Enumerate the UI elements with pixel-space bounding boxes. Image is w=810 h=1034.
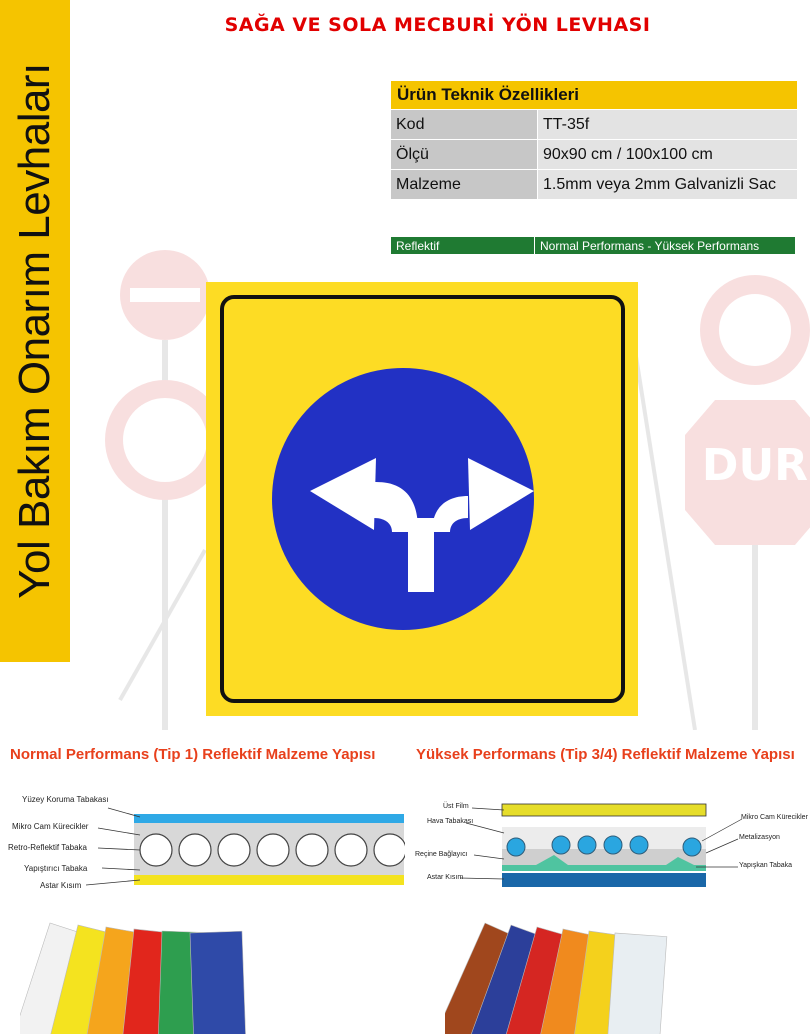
- layer-label: Hava Tabakası: [427, 818, 474, 825]
- layer-label: Retro-Reflektif Tabaka: [8, 843, 87, 852]
- spec-key: Malzeme: [391, 170, 538, 200]
- spec-table: [390, 80, 798, 200]
- spec-key: Ölçü: [391, 140, 538, 170]
- spec-row: [391, 110, 798, 140]
- layer-label: Üst Film: [443, 803, 469, 810]
- layer-label: Mikro Cam Kürecikler: [12, 822, 89, 831]
- layer-label: Yapışkan Tabaka: [739, 862, 793, 869]
- spec-table-header: Ürün Teknik Özellikleri: [391, 81, 798, 110]
- page-title: SAĞA VE SOLA MECBURİ YÖN LEVHASI: [224, 14, 651, 36]
- normal-performance-heading: Normal Performans (Tip 1) Reflektif Malzeme Yapısı: [10, 746, 376, 763]
- reflective-key: Reflektif: [391, 237, 535, 255]
- traffic-sign-image: [206, 282, 638, 716]
- layer-label: Astar Kısım: [40, 881, 82, 890]
- high-swatches-image: [445, 905, 675, 1034]
- background-sign-text: DUR: [701, 440, 809, 491]
- high-performance-diagram: [416, 795, 810, 895]
- material-swatch: [190, 931, 247, 1034]
- side-banner: [0, 0, 70, 662]
- layer-label: Astar Kısım: [427, 874, 464, 881]
- normal-swatches-image: [20, 905, 250, 1034]
- high-performance-heading: Yüksek Performans (Tip 3/4) Reflektif Malzeme Yapısı: [416, 746, 795, 763]
- reflective-value: Normal Performans - Yüksek Performans: [535, 237, 796, 255]
- layer-label: Yüzey Koruma Tabakası: [22, 795, 109, 804]
- side-banner-text: Yol Bakım Onarım Levhaları: [10, 63, 59, 599]
- spec-row: [391, 170, 798, 200]
- spec-value: 90x90 cm / 100x100 cm: [538, 140, 798, 170]
- spec-key: Kod: [391, 110, 538, 140]
- spec-value: TT-35f: [538, 110, 798, 140]
- spec-row: [391, 140, 798, 170]
- layer-label: Reçine Bağlayıcı: [415, 851, 468, 858]
- layer-label: Yapıştırıcı Tabaka: [24, 864, 88, 873]
- layer-label: Metalizasyon: [739, 834, 780, 841]
- layer-label: Mikro Cam Kürecikler: [741, 814, 808, 821]
- spec-value: 1.5mm veya 2mm Galvanizli Sac: [538, 170, 798, 200]
- material-swatch: [605, 933, 667, 1034]
